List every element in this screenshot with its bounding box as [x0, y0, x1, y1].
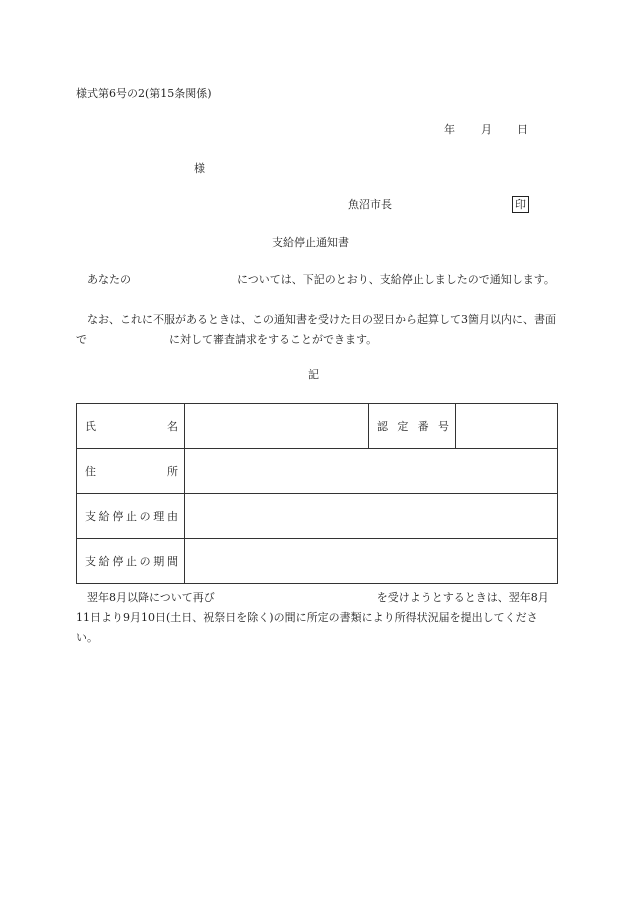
reason-label-char: 理 — [153, 510, 165, 523]
reason-label-cell — [77, 494, 185, 539]
body-p2-end: に対して審査請求をすることができます。 — [169, 333, 378, 346]
table-row — [77, 539, 558, 584]
reason-label-char: 止 — [125, 510, 137, 523]
period-label-char: 期 — [153, 555, 165, 568]
cert-number-label-cell — [369, 404, 456, 449]
body-p2-start: なお、これに不服があるときは、この通知書を受けた日の翌日から起算して3箇月以内に、書面で — [76, 313, 556, 346]
seal-mark: 印 — [512, 196, 529, 213]
name-label-char: 名 — [167, 420, 178, 433]
body-paragraph-2 — [76, 310, 558, 350]
body-p1-end: については、下記のとおり、支給停止しましたので通知します。 — [237, 273, 555, 286]
period-label-char: の — [139, 555, 151, 568]
form-number: 様式第6号の2(第15条関係) — [76, 87, 212, 100]
period-label-char: 止 — [125, 555, 137, 568]
cert-label-char: 番 — [417, 420, 429, 433]
address-label-cell — [77, 449, 185, 494]
date-month-label: 月 — [481, 123, 492, 136]
cert-number-value-cell — [456, 404, 558, 449]
footer-note-start: 翌年8月以降について再び — [87, 591, 215, 604]
reason-label-char: の — [139, 510, 151, 523]
period-label-char: 間 — [166, 555, 178, 568]
address-label-char: 住 — [85, 465, 96, 478]
name-value-cell — [185, 404, 369, 449]
footer-note — [76, 588, 558, 648]
table-row — [77, 494, 558, 539]
reason-label-char: 由 — [166, 510, 178, 523]
address-label-char: 所 — [167, 465, 178, 478]
period-label-char: 給 — [98, 555, 110, 568]
cert-label-char: 号 — [437, 420, 449, 433]
date-day-label: 日 — [517, 123, 528, 136]
footer-note-end: を受けようとするときは、翌年8月11日より9月10日(土日、祝祭日を除く)の間に所定の書類により所得状況届を提出してください。 — [76, 591, 549, 644]
date-year-label: 年 — [444, 123, 455, 136]
table-row — [77, 404, 558, 449]
info-table — [76, 403, 558, 584]
body-p1-start: あなたの — [87, 273, 131, 286]
period-label-cell — [77, 539, 185, 584]
table-row — [77, 449, 558, 494]
ki-heading: 記 — [308, 368, 319, 381]
body-paragraph-1 — [76, 270, 558, 290]
cert-label-char: 認 — [377, 420, 388, 433]
reason-label-char: 給 — [98, 510, 110, 523]
reason-label-char: 停 — [112, 510, 124, 523]
address-value-cell — [185, 449, 558, 494]
reason-value-cell — [185, 494, 558, 539]
document-title: 支給停止通知書 — [272, 236, 349, 249]
name-label-char: 氏 — [85, 420, 96, 433]
period-label-char: 支 — [85, 555, 96, 568]
addressee-suffix: 様 — [194, 162, 205, 175]
period-label-char: 停 — [112, 555, 124, 568]
name-label-cell — [77, 404, 185, 449]
cert-label-char: 定 — [397, 420, 409, 433]
period-value-cell — [185, 539, 558, 584]
issuer-name: 魚沼市長 — [348, 198, 392, 211]
reason-label-char: 支 — [85, 510, 96, 523]
